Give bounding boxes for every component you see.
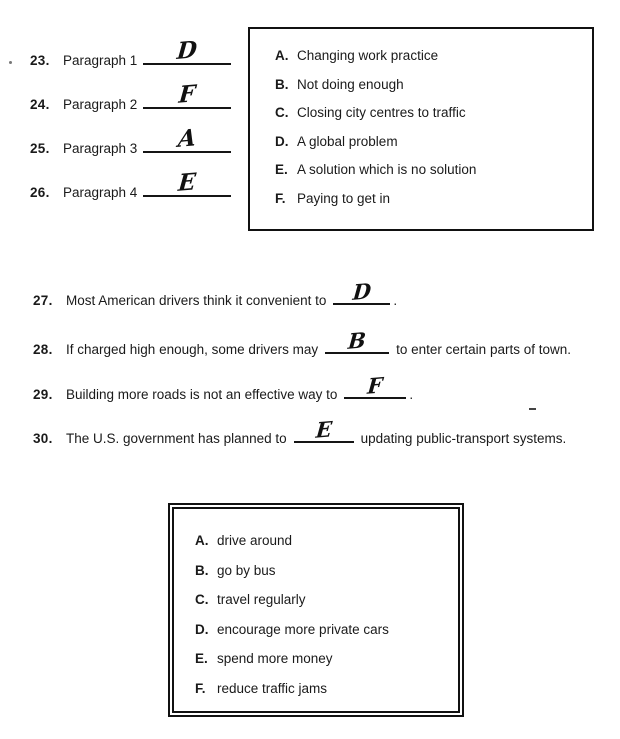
question-number: 23. (30, 53, 50, 68)
option-letter: A. (195, 533, 209, 548)
question-text-after: updating public-transport systems. (360, 431, 567, 446)
question-text: The U.S. government has planned to (66, 431, 287, 446)
question-text-after: . (409, 387, 414, 402)
option-row (275, 128, 592, 157)
option-row (275, 99, 592, 128)
answer-blank (143, 124, 231, 153)
matching-question-row (30, 168, 231, 203)
handwritten-answer: D (351, 278, 373, 305)
options-box-bottom-inner-border (172, 507, 460, 713)
answer-blank (143, 168, 231, 197)
question-text-after: . (393, 293, 398, 308)
option-text: go by bus (217, 562, 276, 578)
question-text-after: to enter certain parts of town. (396, 342, 571, 357)
option-letter: B. (275, 76, 289, 92)
scan-speck (9, 61, 12, 64)
option-text: A solution which is no solution (297, 162, 477, 178)
option-letter: F. (195, 680, 206, 696)
handwritten-answer: A (177, 124, 198, 153)
question-number: 30. (33, 431, 53, 446)
option-text: Closing city centres to traffic (297, 105, 466, 121)
option-text: A global problem (297, 133, 398, 149)
option-letter: D. (275, 133, 289, 149)
option-text: Changing work practice (297, 48, 439, 63)
option-text: Not doing enough (297, 76, 404, 92)
options-box-top (248, 27, 594, 231)
fill-question-row (33, 327, 571, 360)
question-text: Building more roads is not an effective way to (66, 387, 338, 402)
option-row (195, 526, 458, 556)
options-box-bottom (168, 503, 464, 717)
option-letter: F. (275, 190, 286, 206)
handwritten-answer: F (177, 80, 197, 109)
handwritten-answer: B (347, 327, 368, 354)
fill-question-row (33, 278, 398, 311)
question-label: Paragraph 3 (63, 141, 138, 156)
option-row (275, 185, 592, 214)
option-row (195, 615, 458, 645)
option-text: drive around (217, 533, 293, 548)
answer-blank (143, 80, 231, 109)
handwritten-answer: E (177, 168, 198, 197)
option-letter: C. (195, 592, 209, 608)
option-row (195, 556, 458, 586)
question-number: 26. (30, 185, 50, 200)
fill-question-row (33, 372, 414, 405)
option-text: travel regularly (217, 592, 306, 608)
answer-blank (344, 372, 406, 399)
question-number: 28. (33, 342, 53, 357)
option-text: Paying to get in (297, 190, 391, 206)
matching-question-row (30, 80, 231, 115)
matching-question-row (30, 35, 231, 71)
matching-question-row (30, 124, 231, 159)
option-row (195, 585, 458, 615)
answer-blank (333, 278, 390, 305)
question-label: Paragraph 1 (63, 53, 138, 68)
option-text: encourage more private cars (217, 621, 389, 637)
question-number: 25. (30, 141, 50, 156)
scan-dash (529, 408, 536, 410)
answer-blank (294, 416, 354, 443)
question-label: Paragraph 4 (63, 185, 138, 200)
option-letter: C. (275, 105, 289, 121)
question-number: 24. (30, 97, 50, 112)
handwritten-answer: D (176, 35, 199, 66)
option-letter: E. (195, 651, 208, 667)
option-row (195, 674, 458, 704)
question-text: If charged high enough, some drivers may (66, 342, 319, 357)
question-label: Paragraph 2 (63, 97, 138, 112)
option-row (275, 71, 592, 100)
handwritten-answer: E (314, 416, 333, 443)
answer-blank (325, 327, 389, 354)
option-text: spend more money (217, 651, 333, 667)
answer-blank (143, 35, 231, 66)
option-letter: D. (195, 621, 209, 637)
option-letter: A. (275, 48, 289, 63)
option-row (195, 644, 458, 674)
question-text: Most American drivers think it convenient to (66, 293, 327, 308)
question-number: 29. (33, 387, 53, 402)
question-number: 27. (33, 293, 53, 308)
option-text: reduce traffic jams (217, 680, 328, 696)
option-row (275, 156, 592, 185)
handwritten-answer: F (366, 372, 384, 399)
fill-question-row (33, 416, 567, 449)
option-letter: B. (195, 562, 209, 578)
option-letter: E. (275, 162, 288, 178)
option-row (275, 42, 592, 71)
